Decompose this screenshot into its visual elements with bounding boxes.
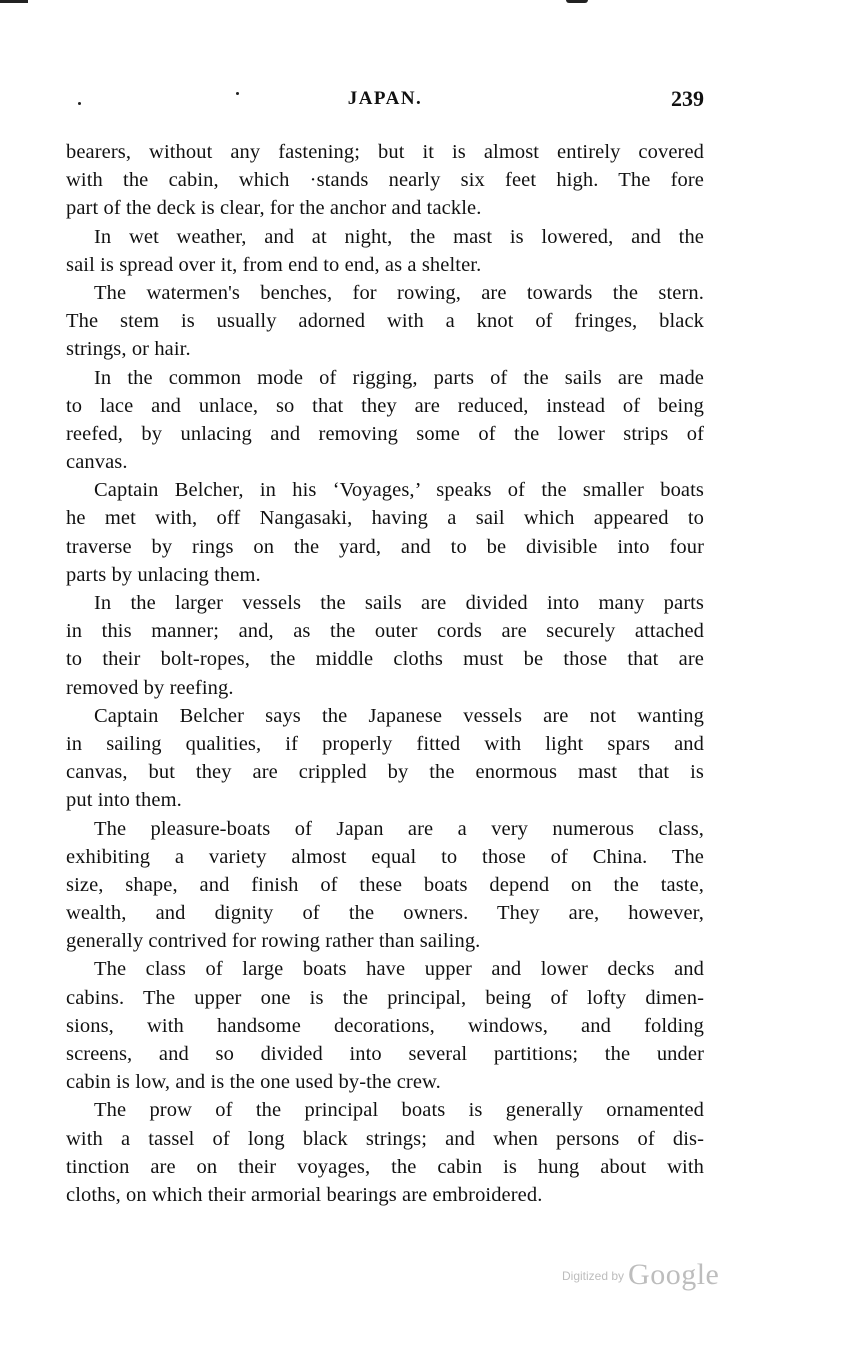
paragraph (66, 702, 704, 815)
paragraph (66, 815, 704, 956)
text-line: Captain Belcher, in his ‘Voyages,’ speaks of the smaller boats (94, 479, 704, 502)
text-line: cabins. The upper one is the principal, being of lofty dimen- (66, 986, 704, 1009)
text-line: reefed, by unlacing and removing some of the lower strips of (66, 422, 704, 445)
text-line: parts by unlacing them. (66, 563, 261, 586)
text-line: The prow of the principal boats is generally ornamented (94, 1099, 704, 1122)
text-line: cloths, on which their armorial bearings are embroidered. (66, 1183, 543, 1206)
text-line: generally contrived for rowing rather than sailing. (66, 930, 481, 953)
text-line: size, shape, and finish of these boats depend on the taste, (66, 873, 704, 896)
text-line: canvas. (66, 451, 128, 474)
text-line: The class of large boats have upper and lower decks and (94, 958, 704, 981)
text-line: canvas, but they are crippled by the enormous mast that is (66, 761, 704, 784)
text-line: with the cabin, which ·stands nearly six feet high. The fore (66, 169, 704, 192)
text-line: in sailing qualities, if properly fitted with light spars and (66, 732, 704, 755)
paragraph (66, 279, 704, 364)
body-text (66, 138, 704, 1209)
text-line: removed by reefing. (66, 676, 234, 699)
text-line: to their bolt-ropes, the middle cloths must be those that are (66, 648, 704, 671)
text-line: The pleasure-boats of Japan are a very numerous class, (94, 817, 704, 840)
text-line: In the larger vessels the sails are divided into many parts (94, 592, 704, 614)
text-line: In the common mode of rigging, parts of the sails are made (94, 366, 704, 389)
text-line: screens, and so divided into several partitions; the under (66, 1043, 704, 1065)
text-line: exhibiting a variety almost equal to those of China. The (66, 845, 704, 868)
page-header (66, 88, 704, 118)
text-line: with a tassel of long black strings; and when persons of dis- (66, 1127, 704, 1150)
text-line: strings, or hair. (66, 338, 191, 361)
google-logo: Google (628, 1258, 720, 1291)
paragraph (66, 364, 704, 477)
text-line: put into them. (66, 789, 182, 812)
text-line: sail is spread over it, from end to end, as a shelter. (66, 253, 482, 276)
text-line: wealth, and dignity of the owners. They are, however, (66, 902, 704, 925)
text-line: sions, with handsome decorations, windows, and folding (66, 1014, 704, 1037)
text-line: tinction are on their voyages, the cabin is hung about with (66, 1155, 704, 1178)
page-number: 239 (671, 86, 704, 111)
paragraph (66, 223, 704, 279)
text-line: he met with, off Nangasaki, having a sail which appeared to (66, 507, 704, 530)
paragraph (66, 955, 704, 1096)
text-line: part of the deck is clear, for the anchor and tackle. (66, 197, 482, 220)
text-line: The stem is usually adorned with a knot of fringes, black (66, 310, 704, 333)
paragraph (66, 589, 704, 702)
running-head: JAPAN. (347, 88, 423, 109)
text-line: In wet weather, and at night, the mast is lowered, and the (94, 225, 704, 248)
paragraph (66, 476, 704, 589)
digitized-by-watermark (562, 1258, 719, 1292)
text-line: to lace and unlace, so that they are reduced, instead of being (66, 394, 704, 417)
text-line: traverse by rings on the yard, and to be divisible into four (66, 535, 704, 558)
digitized-label: Digitized by (562, 1269, 625, 1283)
scan-top-edge (0, 0, 860, 4)
paragraph (66, 138, 704, 223)
text-line: Captain Belcher says the Japanese vessels are not wanting (94, 704, 704, 727)
paragraph (66, 1096, 704, 1209)
text-line: cabin is low, and is the one used by-the crew. (66, 1071, 441, 1094)
text-line: The watermen's benches, for rowing, are towards the stern. (94, 281, 704, 304)
text-line: in this manner; and, as the outer cords are securely attached (66, 620, 704, 643)
text-line: bearers, without any fastening; but it is almost entirely covered (66, 141, 704, 163)
